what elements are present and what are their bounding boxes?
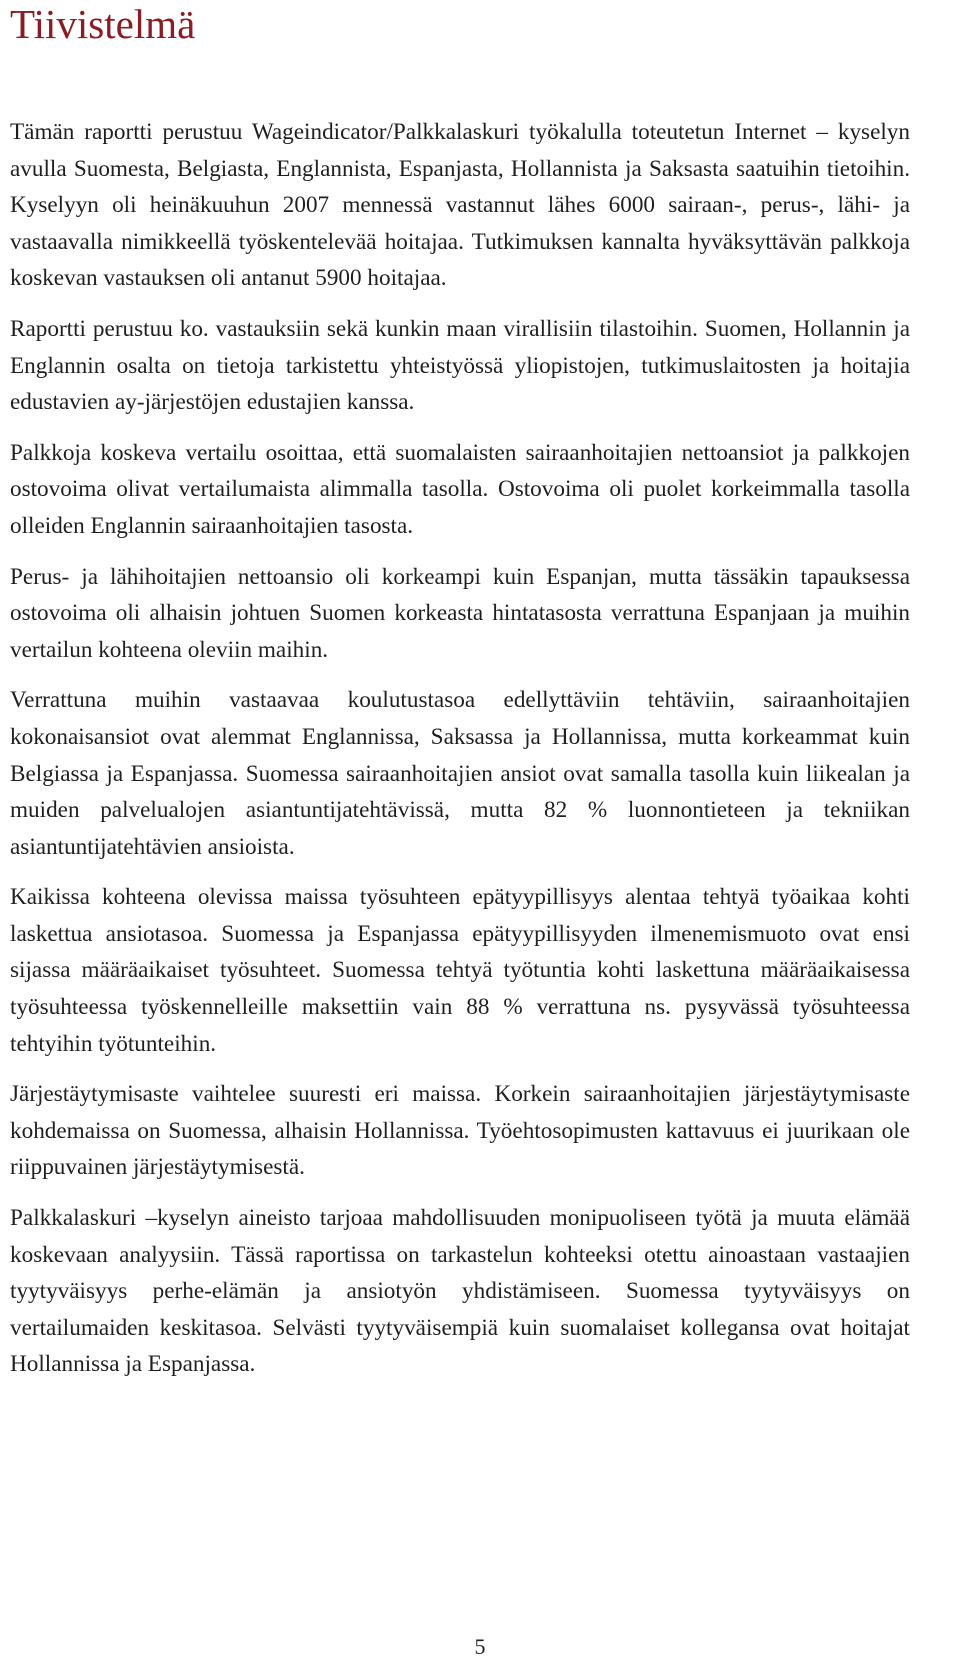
summary-body [10, 114, 910, 1397]
page-title: Tiivistelmä [10, 1, 196, 47]
paragraph-6: Kaikissa kohteena olevissa maissa työsuhteen epätyypillisyys alentaa tehtyä työaikaa kohti laskettua ansiotasoa. Suomessa ja Espanjassa epätyypillisyyden ilmenemismuoto ovat ensi sijassa määräaikaiset työsuhteet. Suomessa tehtyä työtuntia kohti laskettuna määräaikaisessa työsuhteessa työskennelleille maksettiin vain 88 % verrattuna ns. pysyvässä työsuhteessa tehtyihin työtunteihin. [10, 884, 910, 1057]
paragraph-3: Palkkoja koskeva vertailu osoittaa, että suomalaisten sairaanhoitajien nettoansiot ja palkkojen ostovoima olivat vertailumaista alimmalla tasolla. Ostovoima oli puolet korkeimmalla tasolla olleiden Englannin sairaanhoitajien tasosta. [10, 439, 910, 539]
paragraph-2: Raportti perustuu ko. vastauksiin sekä kunkin maan virallisiin tilastoihin. Suomen, Hollannin ja Englannin osalta on tietoja tarkistettu yhteistyössä yliopistojen, tutkimuslaitosten ja hoitajia edustavien ay-järjestöjen edustajien kanssa. [10, 315, 910, 416]
paragraph-1: Tämän raportti perustuu Wageindicator/Palkkalaskuri työkalulla toteutetun Internet – kyselyn avulla Suomesta, Belgiasta, Englannista, Espanjasta, Hollannista ja Saksasta saatuihin tietoihin. Kyselyyn oli heinäkuuhun 2007 mennessä vastannut lähes 6000 sairaan-, perus-, lähi- ja vastaavalla nimikkeellä työskentelevää hoitajaa. Tutkimuksen kannalta hyväksyttävän palkkoja koskevan vastauksen oli antanut 5900 hoitajaa. [10, 119, 910, 292]
paragraph-5: Verrattuna muihin vastaavaa koulutustasoa edellyttäviin tehtäviin, sairaanhoitajien kokonaisansiot ovat alemmat Englannissa, Saksassa ja Hollannissa, mutta korkeammat kuin Belgiassa ja Espanjassa. Suomessa sairaanhoitajien ansiot ovat samalla tasolla kuin liikealan ja muiden palvelualojen asiantuntijatehtävissä, mutta 82 % luonnontieteen ja tekniikan asiantuntijatehtävien ansioista. [10, 687, 910, 860]
paragraph-4: Perus- ja lähihoitajien nettoansio oli korkeampi kuin Espanjan, mutta tässäkin tapauksessa ostovoima oli alhaisin johtuen Suomen korkeasta hintatasosta verrattuna Espanjaan ja muihin vertailun kohteena oleviin maihin. [10, 563, 910, 663]
paragraph-7: Järjestäytymisaste vaihtelee suuresti eri maissa. Korkein sairaanhoitajien järjestäytymisaste kohdemaissa on Suomessa, alhaisin Hollannissa. Työehtosopimusten kattavuus ei juurikaan ole riippuvainen järjestäytymisestä. [10, 1081, 910, 1181]
document-page [10, 0, 910, 1378]
page-number: 5 [474, 1634, 486, 1659]
paragraph-8: Palkkalaskuri –kyselyn aineisto tarjoaa mahdollisuuden monipuoliseen työtä ja muuta elämää koskevaan analyysiin. Tässä raportissa on tarkastelun kohteeksi otettu ainoastaan vastaajien tyytyväisyys perhe-elämän ja ansiotyön yhdistämiseen. Suomessa tyytyväisyys on vertailumaiden keskitasoa. Selvästi tyytyväisempiä kuin suomalaiset kollegansa ovat hoitajat Hollannissa ja Espanjassa. [10, 1205, 910, 1378]
